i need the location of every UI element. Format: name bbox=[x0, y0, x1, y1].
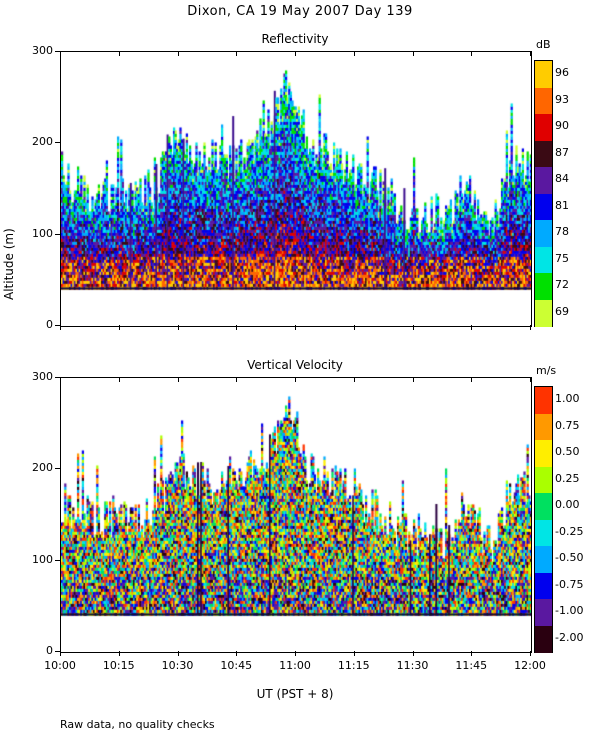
x-tick-top bbox=[413, 51, 414, 56]
colorbar-tick-label: 87 bbox=[555, 145, 569, 159]
x-tick-top bbox=[354, 51, 355, 56]
x-axis-label: UT (PST + 8) bbox=[256, 687, 334, 701]
x-tick-label: 11:45 bbox=[455, 659, 488, 672]
colorbar-tick-label: 84 bbox=[555, 172, 569, 186]
y-tick-label: 0 bbox=[46, 644, 53, 657]
x-tick-label: 11:15 bbox=[337, 659, 370, 672]
vertical-velocity-colorbar-title: m/s bbox=[536, 364, 557, 377]
x-tick bbox=[530, 325, 531, 330]
colorbar-segment bbox=[535, 61, 552, 88]
x-tick-label: 11:00 bbox=[279, 659, 311, 672]
colorbar-tick-label: -0.50 bbox=[555, 551, 584, 565]
x-tick-top bbox=[236, 51, 237, 56]
x-tick-top bbox=[178, 377, 179, 382]
x-tick-top bbox=[413, 377, 414, 382]
colorbar-segment bbox=[535, 194, 552, 221]
colorbar-segment bbox=[535, 467, 552, 494]
y-tick-label: 300 bbox=[32, 370, 53, 383]
colorbar-tick-label: 0.00 bbox=[555, 498, 580, 512]
colorbar-segment bbox=[535, 114, 552, 141]
colorbar-tick-label: 0.50 bbox=[555, 445, 580, 459]
colorbar-segment bbox=[535, 88, 552, 115]
x-tick bbox=[413, 325, 414, 330]
x-tick-label: 10:00 bbox=[44, 659, 76, 672]
x-tick-top bbox=[295, 377, 296, 382]
vertical-velocity-plot bbox=[60, 377, 532, 653]
x-tick-top bbox=[119, 51, 120, 56]
x-tick-top bbox=[236, 377, 237, 382]
x-tick bbox=[178, 651, 179, 656]
y-tick-label: 100 bbox=[32, 226, 53, 240]
colorbar-segment bbox=[535, 626, 552, 653]
x-tick-label: 10:15 bbox=[102, 659, 135, 672]
x-tick-top bbox=[60, 377, 61, 382]
colorbar-tick-label: 81 bbox=[555, 198, 569, 212]
colorbar-tick-label: 72 bbox=[555, 278, 569, 292]
x-tick-top bbox=[295, 51, 296, 56]
panel-title-reflectivity: Reflectivity bbox=[261, 32, 329, 46]
colorbar-segment bbox=[535, 387, 552, 414]
colorbar-segment bbox=[535, 520, 552, 547]
reflectivity-colorbar bbox=[534, 60, 553, 327]
colorbar-tick-label: 1.00 bbox=[555, 392, 580, 406]
reflectivity-plot bbox=[60, 51, 532, 327]
x-tick bbox=[60, 651, 61, 656]
colorbar-segment bbox=[535, 273, 552, 300]
colorbar-segment bbox=[535, 300, 552, 327]
y-tick bbox=[55, 234, 60, 235]
x-tick-top bbox=[471, 51, 472, 56]
y-axis-label: Altitude (m) bbox=[2, 228, 16, 300]
y-tick-label: 100 bbox=[32, 552, 53, 566]
colorbar-segment bbox=[535, 573, 552, 600]
x-tick bbox=[119, 325, 120, 330]
colorbar-tick-label: 93 bbox=[555, 92, 569, 106]
x-tick bbox=[354, 325, 355, 330]
x-tick-top bbox=[530, 377, 531, 382]
x-tick-top bbox=[530, 51, 531, 56]
x-tick-label: 12:00 bbox=[514, 659, 546, 672]
colorbar-tick-label: 90 bbox=[555, 119, 569, 133]
colorbar-tick-label: -1.00 bbox=[555, 604, 584, 618]
x-tick bbox=[236, 325, 237, 330]
x-tick bbox=[354, 651, 355, 656]
x-tick-top bbox=[471, 377, 472, 382]
colorbar-segment bbox=[535, 599, 552, 626]
x-tick bbox=[178, 325, 179, 330]
x-tick bbox=[413, 651, 414, 656]
footnote: Raw data, no quality checks bbox=[60, 718, 215, 731]
colorbar-segment bbox=[535, 167, 552, 194]
colorbar-tick-label: -0.25 bbox=[555, 524, 584, 538]
x-tick-label: 10:30 bbox=[161, 659, 194, 672]
y-tick bbox=[55, 142, 60, 143]
x-tick bbox=[530, 651, 531, 656]
colorbar-tick-label: 0.25 bbox=[555, 471, 580, 485]
x-tick-label: 10:45 bbox=[220, 659, 253, 672]
x-tick bbox=[119, 651, 120, 656]
page-title: Dixon, CA 19 May 2007 Day 139 bbox=[187, 4, 413, 19]
y-tick-label: 200 bbox=[32, 135, 53, 149]
x-tick bbox=[471, 651, 472, 656]
x-tick bbox=[60, 325, 61, 330]
y-tick bbox=[55, 468, 60, 469]
colorbar-tick-label: 75 bbox=[555, 251, 569, 265]
x-tick-top bbox=[354, 377, 355, 382]
colorbar-segment bbox=[535, 141, 552, 168]
vertical-velocity-colorbar bbox=[534, 386, 553, 653]
colorbar-tick-label: 78 bbox=[555, 225, 569, 239]
y-tick-label: 300 bbox=[32, 44, 53, 57]
colorbar-segment bbox=[535, 440, 552, 467]
colorbar-segment bbox=[535, 414, 552, 441]
colorbar-tick-label: -2.00 bbox=[555, 630, 584, 644]
colorbar-tick-label: -0.75 bbox=[555, 577, 584, 591]
x-tick bbox=[236, 651, 237, 656]
reflectivity-colorbar-title: dB bbox=[536, 38, 551, 51]
colorbar-tick-label: 69 bbox=[555, 304, 569, 318]
y-tick bbox=[55, 560, 60, 561]
y-tick-label: 200 bbox=[32, 461, 53, 475]
x-tick-top bbox=[60, 51, 61, 56]
colorbar-tick-label: 96 bbox=[555, 66, 569, 80]
colorbar-tick-label: 0.75 bbox=[555, 418, 580, 432]
colorbar-segment bbox=[535, 247, 552, 274]
x-tick bbox=[295, 325, 296, 330]
x-tick-top bbox=[178, 51, 179, 56]
x-tick-top bbox=[119, 377, 120, 382]
x-tick bbox=[295, 651, 296, 656]
colorbar-segment bbox=[535, 546, 552, 573]
colorbar-segment bbox=[535, 220, 552, 247]
colorbar-segment bbox=[535, 493, 552, 520]
x-tick bbox=[471, 325, 472, 330]
panel-title-vertical-velocity: Vertical Velocity bbox=[247, 358, 343, 372]
x-tick-label: 11:30 bbox=[396, 659, 429, 672]
y-tick-label: 0 bbox=[46, 318, 53, 331]
